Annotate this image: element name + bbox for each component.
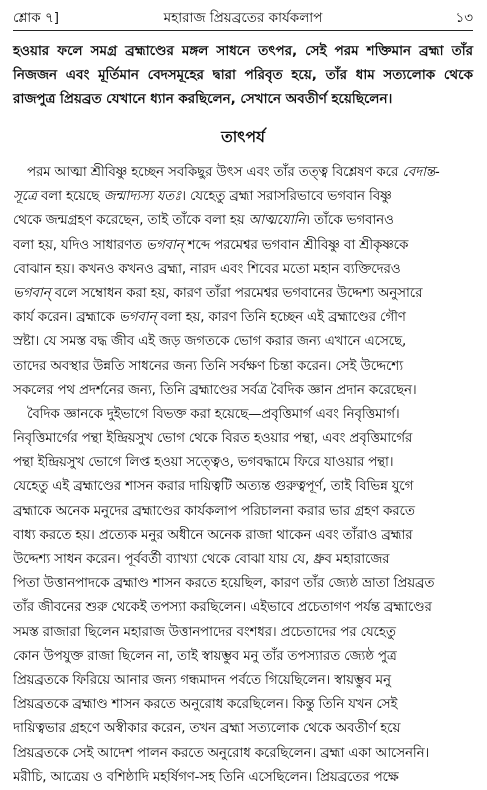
text-run: পিতা উত্তানপাদকে ব্রহ্মাণ্ড শাসন করতে হয়েছিল, কারণ তাঁর জ্যেষ্ঠ ভ্রাতা প্রিয়ব্রত [13,576,435,592]
text-run: বলা হয়, যদিও সাধারণত [13,237,147,253]
purport-line [13,379,473,403]
text-run: বাধ্য করতে হয়। প্রত্যেক মনুর অধীনে অনেক রাজা থাকেন এবং তাঁরাও ব্রহ্মার [13,527,413,543]
text-run: দায়িত্বভার গ্রহণে অস্বীকার করেন, তখন ব্রহ্মা সত্যলোক থেকে অবতীর্ণ হয়ে [13,721,401,737]
text-run: বলা হয়, কারণ তিনি হচ্ছেন এই ব্রহ্মাণ্ডের গৌণ [156,310,406,326]
text-run: বলে সম্বোধন করা হয়, কারণ তাঁরা পরমেশ্বর ভগবানের উদ্দেশ্য অনুসারে [50,285,423,301]
purport-line [13,355,473,379]
italic-term: ভগবান্ [13,285,51,301]
purport-text [13,161,473,790]
chapter-verse-marker: শ্লোক ৭] [13,10,59,26]
purport-line [13,524,473,548]
italic-term: জন্মাদ্যস্য যতঃ [103,189,182,205]
text-run: তাঁর জীবনের শুরু থেকেই তপস্যা করছিলেন। এইভাবে প্রচেতাগণ পর্যন্ত ব্রহ্মাণ্ডের [13,600,432,616]
purport-line [13,258,473,282]
purport-line [13,596,473,620]
italic-term: বেদান্ত- [402,165,440,180]
purport-line [13,500,473,524]
purport-line [13,693,473,717]
italic-term: ভগবান্ [118,310,157,326]
text-run: উদ্দেশ্য সাধন করেন। পূর্ববর্তী ব্যাখ্যা থেকে বোঝা যায় যে, ধ্রুব মহারাজের [13,552,390,567]
purport-line [13,451,473,475]
text-run: প্রিয়ব্রতকে ব্রহ্মাণ্ড শাসন করতে অনুরোধ করেছিলেন। কিন্তু তিনি যখন সেই [13,697,398,713]
purport-line [13,742,473,766]
text-run: মরীচি, আত্রেয় ও বশিষ্ঠাদি মহর্ষিগণ-সহ তিনি এসেছিলেন। প্রিয়ব্রতের পক্ষে [13,769,399,785]
text-run: বোঝান হয়। কখনও কখনও ব্রহ্মা, নারদ এবং শিবের মতো মহান ব্যক্তিদেরও [13,261,401,277]
text-run: শব্দে পরমেশ্বর ভগবান শ্রীবিষ্ণু বা শ্রীকৃষ্ণকে [183,237,409,253]
text-run: সকলের পথ প্রদর্শনের জন্য, তিনি ব্রহ্মাণ্ডের সর্বত্র বৈদিক জ্ঞান প্রদান করেছেন। [13,382,417,398]
purport-line [13,427,473,451]
text-run: নিবৃত্তিমার্গের পন্থা ইন্দ্রিয়সুখ ভোগ থেকে বিরত হওয়ার পন্থা, এবং প্রবৃত্তিমার্গের [13,431,413,447]
text-run: প্রিয়ব্রতকে ফিরিয়ে আনার জন্য গন্ধমাদন পর্বতে গিয়েছিলেন। স্বায়ম্ভুব মনু [13,672,391,688]
purport-line [13,185,473,209]
purport-line [13,621,473,645]
text-run: । তাঁকে ভগবানও [305,213,394,229]
text-run: যেহেতু এই ব্রহ্মাণ্ডের শাসন করার দায়িত্বটি অত্যন্ত গুরুত্বপূর্ণ, তাই বিভিন্ন যুগে [13,479,414,495]
book-page [0,4,487,785]
text-run: ব্রহ্মাকে অনেক মনুদের ব্রহ্মাণ্ডের কার্যকলাপ পরিচালনা করার ভার গ্রহণ করতে [13,503,415,519]
verse-translation: হওয়ার ফলে সমগ্র ব্রহ্মাণ্ডের মঙ্গল সাধনে তৎপর, সেই পরম শক্তিমান ব্রহ্মা তাঁর নিজজন এবং মূর্তিমান বেদসমূহের দ্বারা পরিবৃত হয়ে, তাঁর ধাম সত্যলোক থেকে রাজপুত্র প্রিয়ব্রত যেখানে ধ্যান করছিলেন, সেখানে অবতীর্ণ হয়েছিলেন। [13,43,473,107]
text-run: প্রিয়ব্রতকে সেই আদেশ পালন করতে অনুরোধ করেছিলেন। ব্রহ্মা একা আসেননি। [13,745,430,761]
chapter-title: মহারাজ প্রিয়ব্রতের কার্যকলাপ [163,10,323,26]
purport-line [13,306,473,330]
text-run: থেকে জন্মগ্রহণ করেছেন, তাই তাঁকে বলা হয় [13,213,249,229]
text-run: বলা হয়েছে [36,189,104,205]
text-run: পরম আত্মা শ্রীবিষ্ণু হচ্ছেন সবকিছুর উৎস এবং তাঁর তত্ত্ব বিশ্লেষণ করে [27,165,403,180]
purport-line [13,234,473,258]
text-run: পন্থা ইন্দ্রিয়সুখ ভোগে লিপ্ত হওয়া সত্ত্বেও, ভগবদ্ধামে ফিরে যাওয়ার পন্থা। [13,455,394,471]
text-run: কার্য করেন। ব্রহ্মাকে [13,310,119,326]
purport-heading: তাৎপর্য [221,128,265,146]
running-head [13,4,473,31]
text-run: স্রষ্টা। যে সমস্ত বদ্ধ জীব এই জড় জগতকে ভোগ করার জন্য এখানে এসেছে, [13,334,407,350]
purport-line [13,282,473,306]
text-run: । যেহেতু ব্রহ্মা সরাসরিভাবে ভগবান বিষ্ণু [181,189,392,205]
purport-line [13,330,473,354]
italic-term: ভগবান্ [146,237,184,253]
text-run: সমস্ত রাজারা ছিলেন মহারাজ উত্তানপাদের বংশধর। প্রচেতাদের পর যেহেতু [13,624,396,640]
purport-line [13,572,473,596]
purport-line [13,403,473,427]
purport-line [13,475,473,499]
purport-line [13,161,473,185]
text-run: তাদের অবস্থার উন্নতি সাধনের জন্য তিনি সর্বক্ষণ চিন্তা করেন। সেই উদ্দেশ্যে [13,358,403,374]
italic-term: আত্মযোনি [248,213,306,229]
text-run: বৈদিক জ্ঞানকে দুইভাগে বিভক্ত করা হয়েছে—প্রবৃত্তিমার্গ এবং নিবৃত্তিমার্গ। [27,406,400,422]
purport-line [13,766,473,790]
page-number: ১৩ [455,10,473,26]
text-run: কোন উপযুক্ত রাজা ছিলেন না, তাই স্বায়ম্ভুব মনু তাঁর তপস্যারত জ্যেষ্ঠ পুত্র [13,648,397,664]
purport-line [13,669,473,693]
italic-term: সূত্রে [13,189,37,205]
purport-line [13,717,473,741]
purport-line [13,209,473,233]
purport-line [13,645,473,669]
purport-line [13,548,473,572]
